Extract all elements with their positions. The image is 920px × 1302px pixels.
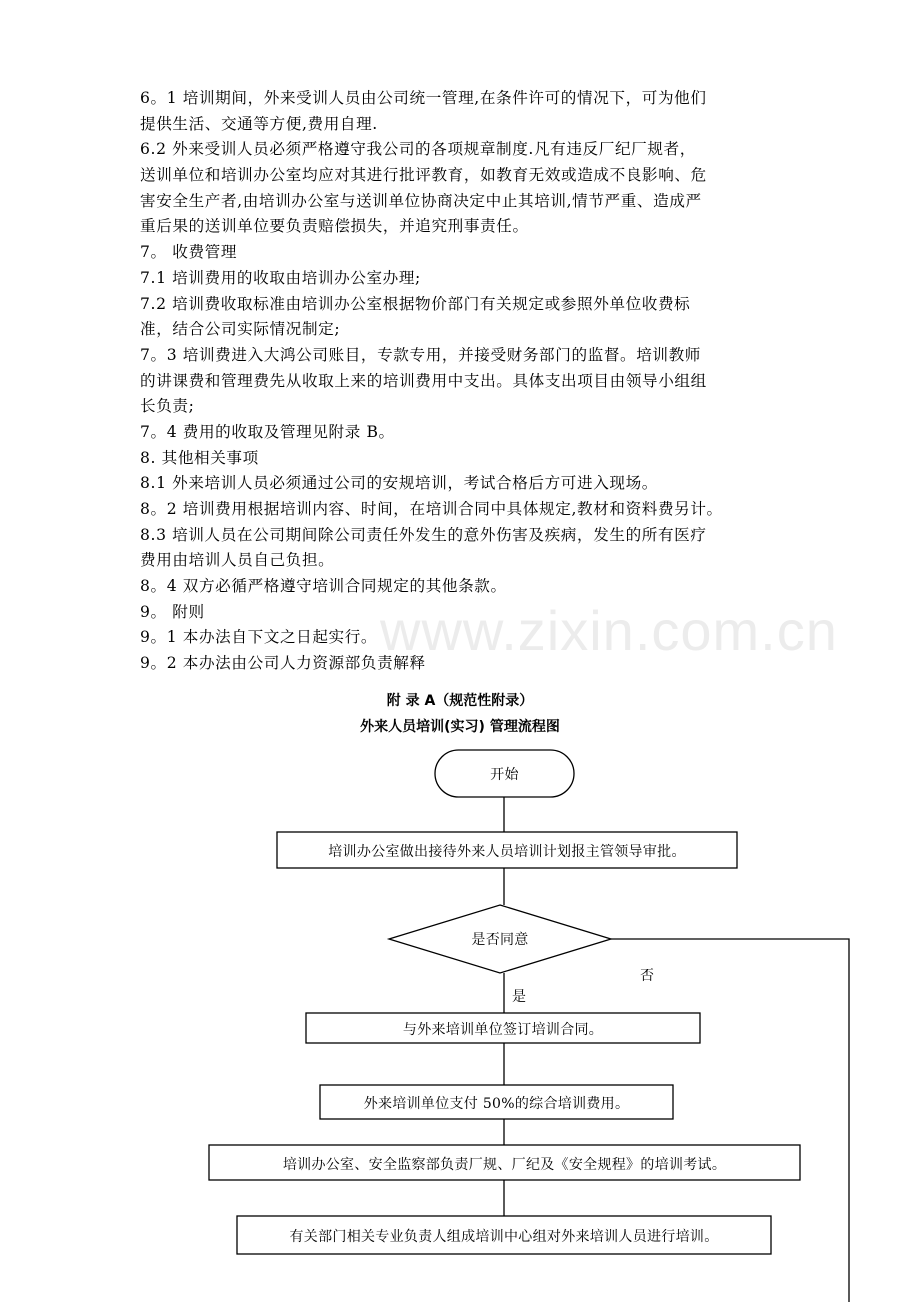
body-line: 7。 收费管理 — [140, 243, 238, 262]
body-line: 费用由培训人员自己负担。 — [140, 551, 335, 570]
body-line: 准，结合公司实际情况制定; — [140, 320, 341, 339]
body-line: 6。1 培训期间，外来受训人员由公司统一管理,在条件许可的情况下，可为他们 — [140, 89, 707, 107]
training-node-label: 有关部门相关专业负责人组成培训中心组对外来培训人员进行培训。 — [289, 1229, 719, 1245]
body-line: 提供生活、交通等方便,费用自理. — [140, 114, 378, 133]
body-line: 害安全生产者,由培训办公室与送训单位协商决定中止其培训,情节严重、造成严 — [140, 191, 702, 210]
body-line: 的讲课费和管理费先从收取上来的培训费用中支出。具体支出项目由领导小组组 — [140, 371, 707, 390]
exam-node-label: 培训办公室、安全监察部负责厂规、厂纪及《安全规程》的培训考试。 — [282, 1157, 727, 1173]
payment-node-label: 外来培训单位支付 50%的综合培训费用。 — [363, 1096, 630, 1112]
body-line: 9。2 本办法由公司人力资源部负责解释 — [140, 654, 426, 673]
body-line: 6.2 外来受训人员必须严格遵守我公司的各项规章制度.凡有违反厂纪厂规者， — [140, 140, 696, 159]
body-line: 8。2 培训费用根据培训内容、时间，在培训合同中具体规定,教材和资料费另计。 — [140, 500, 723, 518]
flowchart-title: 外来人员培训(实习) 管理流程图 — [360, 719, 560, 735]
body-line: 7。4 费用的收取及管理见附录 B。 — [140, 422, 395, 441]
body-line: 8. 其他相关事项 — [140, 448, 259, 467]
no-branch-label: 否 — [640, 968, 654, 984]
yes-branch-label: 是 — [512, 989, 526, 1005]
body-line: 7.2 培训费收取标准由培训办公室根据物价部门有关规定或参照外单位收费标 — [140, 294, 691, 313]
body-line: 7。3 培训费进入大鸿公司账目，专款专用，并接受财务部门的监督。培训教师 — [140, 345, 701, 364]
body-line: 8。4 双方必循严格遵守培训合同规定的其他条款。 — [140, 577, 507, 596]
edge-decision-no — [611, 939, 849, 1302]
start-node-label: 开始 — [490, 767, 519, 783]
body-line: 8.1 外来培训人员必须通过公司的安规培训，考试合格后方可进入现场。 — [140, 474, 658, 493]
body-line: 长负责; — [140, 397, 195, 416]
body-line: 8.3 培训人员在公司期间除公司责任外发生的意外伤害及疾病，发生的所有医疗 — [140, 525, 707, 544]
decision-node-label: 是否同意 — [471, 932, 529, 948]
contract-node-label: 与外来培训单位签订培训合同。 — [402, 1022, 604, 1038]
plan-node-label: 培训办公室做出接待外来人员培训计划报主管领导审批。 — [328, 844, 686, 860]
body-line: 7.1 培训费用的收取由培训办公室办理; — [140, 268, 421, 287]
body-line: 送训单位和培训办公室均应对其进行批评教育，如教育无效或造成不良影响、危 — [140, 166, 707, 185]
appendix-heading: 附 录 A（规范性附录） — [386, 693, 534, 709]
body-line: 重后果的送训单位要负责赔偿损失，并追究刑事责任。 — [140, 217, 529, 236]
body-line: 9。1 本办法自下文之日起实行。 — [140, 628, 378, 647]
watermark: www.zixin.com.cn — [380, 599, 838, 662]
body-line: 9。 附则 — [140, 602, 205, 621]
